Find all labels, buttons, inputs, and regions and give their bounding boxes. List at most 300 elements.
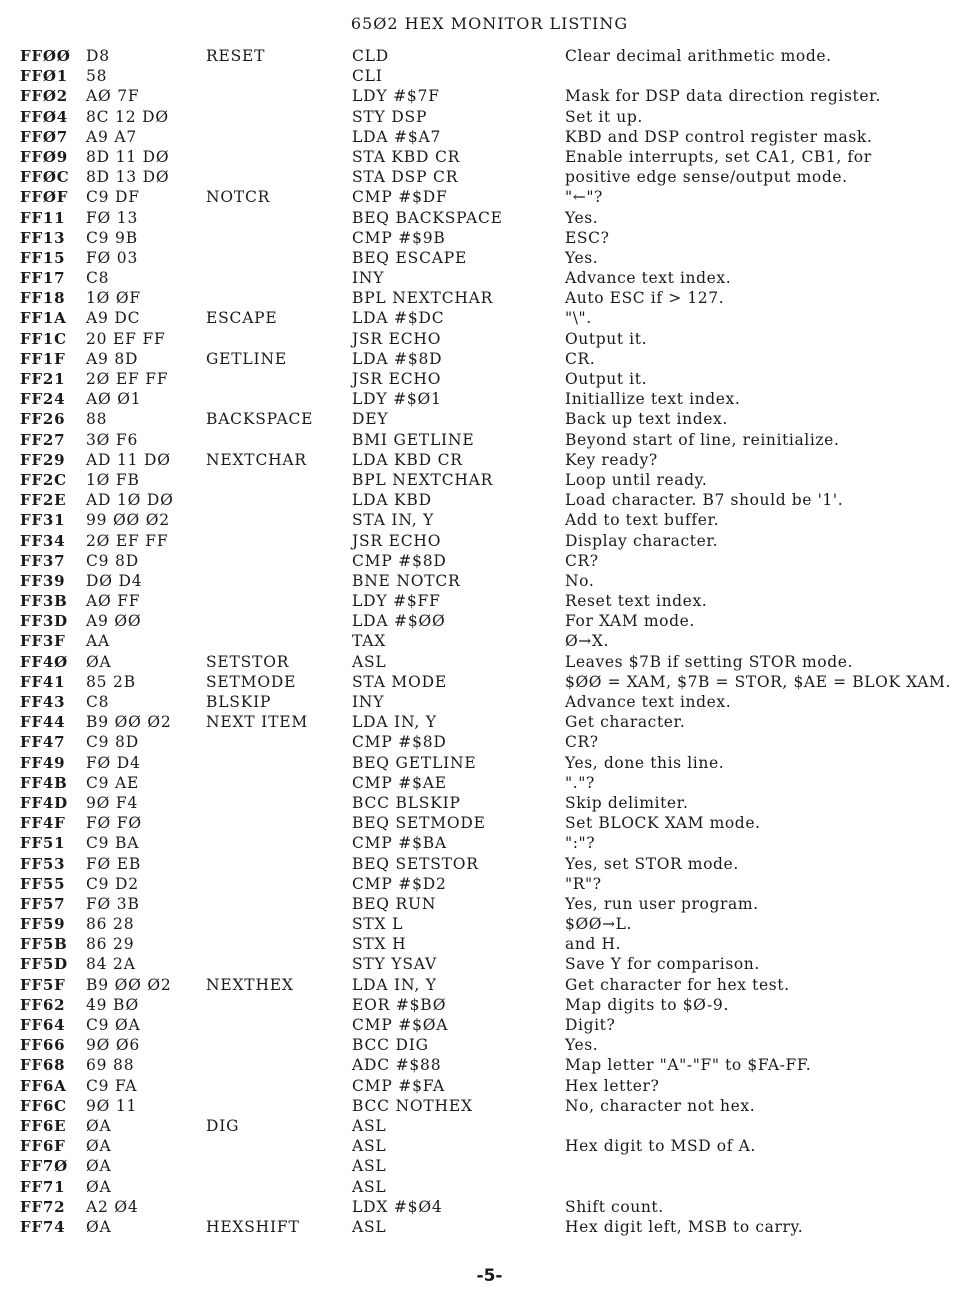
instruction-cell: ASL [352, 652, 387, 671]
address-cell: FF64 [20, 1016, 66, 1034]
address-cell: FF59 [20, 915, 66, 934]
listing-row [20, 1035, 970, 1055]
object-code-cell: 86 29 [86, 935, 135, 954]
comment-cell: Clear decimal arithmetic mode. [565, 47, 832, 65]
address-cell: FFØØ [20, 47, 71, 65]
instruction-cell: BCC NOTHEX [352, 1096, 473, 1115]
instruction-cell: LDA #$DC [352, 309, 445, 328]
address-cell: FFØC [20, 168, 70, 187]
listing-row [20, 248, 970, 268]
comment-cell: Reset text index. [565, 592, 708, 611]
object-code-cell: AA [86, 632, 110, 651]
object-code-cell: 9Ø Ø6 [86, 1036, 141, 1055]
listing-row [20, 1136, 970, 1156]
instruction-cell: BEQ BACKSPACE [352, 208, 503, 227]
comment-cell: Loop until ready. [565, 470, 708, 489]
instruction-cell: CMP #$DF [352, 188, 448, 207]
object-code-cell: A2 Ø4 [86, 1197, 139, 1216]
comment-cell: Hex letter? [565, 1076, 660, 1095]
comment-cell: Skip delimiter. [565, 793, 689, 812]
listing-row [20, 490, 970, 510]
address-cell: FF17 [20, 269, 66, 288]
address-cell: FF62 [20, 995, 66, 1014]
instruction-cell: ASL [352, 1217, 387, 1236]
label-cell: SETMODE [206, 672, 297, 691]
listing-row [20, 813, 970, 833]
comment-cell: Yes, done this line. [565, 753, 725, 772]
address-cell: FF53 [20, 854, 66, 873]
object-code-cell: AD 11 DØ [86, 450, 171, 469]
instruction-cell: LDA KBD CR [352, 450, 463, 469]
address-cell: FF43 [20, 693, 66, 711]
comment-cell: "R"? [565, 874, 602, 893]
instruction-cell: ASL [352, 1116, 387, 1135]
instruction-cell: STA IN, Y [352, 511, 435, 530]
comment-cell: Load character. B7 should be '1'. [565, 491, 844, 510]
address-cell: FF24 [20, 390, 66, 409]
object-code-cell: C9 FA [86, 1076, 138, 1095]
address-cell: FF37 [20, 551, 66, 570]
listing-row [20, 1197, 970, 1217]
instruction-cell: BEQ SETSTOR [352, 854, 479, 873]
label-cell: BACKSPACE [206, 410, 314, 429]
label-cell: NOTCR [206, 188, 271, 207]
object-code-cell: ØA [86, 1116, 112, 1135]
object-code-cell: 3Ø F6 [86, 430, 139, 449]
address-cell: FF1C [20, 329, 67, 348]
instruction-cell: TAX [352, 632, 387, 651]
listing-row [20, 1217, 970, 1237]
listing-row [20, 127, 970, 147]
listing-row [20, 86, 970, 106]
listing-row [20, 611, 970, 631]
comment-cell: and H. [565, 935, 622, 954]
address-cell: FF72 [20, 1197, 66, 1216]
listing-row [20, 1015, 970, 1035]
address-cell: FF3F [20, 632, 66, 651]
listing-row [20, 631, 970, 651]
instruction-cell: STA MODE [352, 672, 447, 691]
label-cell: SETSTOR [206, 652, 290, 671]
comment-cell: Hex digit to MSD of A. [565, 1137, 756, 1156]
object-code-cell: 86 28 [86, 915, 135, 934]
instruction-cell: LDA KBD [352, 491, 432, 510]
address-cell: FF26 [20, 410, 66, 429]
object-code-cell: 9Ø F4 [86, 793, 139, 812]
object-code-cell: ØA [86, 1217, 112, 1236]
address-cell: FF7Ø [20, 1157, 69, 1176]
listing-row [20, 914, 970, 934]
listing-row [20, 470, 970, 490]
instruction-cell: LDA IN, Y [352, 975, 437, 994]
address-cell: FF31 [20, 511, 66, 530]
listing-row [20, 1116, 970, 1136]
object-code-cell: C8 [86, 269, 110, 288]
listing-row [20, 975, 970, 995]
instruction-cell: ASL [352, 1137, 387, 1156]
comment-cell: Set it up. [565, 107, 643, 126]
listing-row [20, 753, 970, 773]
instruction-cell: CMP #$AE [352, 773, 447, 792]
address-cell: FF74 [20, 1217, 66, 1236]
instruction-cell: CMP #$9B [352, 228, 446, 247]
instruction-cell: INY [352, 693, 385, 711]
instruction-cell: LDA IN, Y [352, 713, 437, 732]
address-cell: FF21 [20, 370, 66, 388]
comment-cell: Advance text index. [565, 269, 732, 288]
address-cell: FFØF [20, 188, 69, 207]
instruction-cell: BPL NEXTCHAR [352, 470, 494, 489]
instruction-cell: ASL [352, 1157, 387, 1176]
address-cell: FF6E [20, 1116, 67, 1135]
comment-cell: Digit? [565, 1016, 616, 1034]
address-cell: FF5D [20, 955, 68, 974]
object-code-cell: ØA [86, 652, 112, 671]
object-code-cell: C9 DF [86, 188, 140, 207]
listing-row [20, 591, 970, 611]
object-code-cell: 8D 13 DØ [86, 168, 170, 187]
comment-cell: $ØØ = XAM, $7B = STOR, $AE = BLOK XAM. [565, 672, 952, 691]
object-code-cell: 8D 11 DØ [86, 147, 170, 166]
comment-cell: Initiallize text index. [565, 390, 741, 409]
instruction-cell: INY [352, 269, 385, 288]
comment-cell: ESC? [565, 228, 610, 247]
listing-row [20, 531, 970, 551]
address-cell: FF66 [20, 1036, 66, 1055]
address-cell: FF5B [20, 935, 68, 954]
page-number: -5- [476, 1266, 503, 1286]
comment-cell: Output it. [565, 370, 648, 388]
object-code-cell: D8 [86, 47, 110, 65]
comment-cell: Yes. [565, 1036, 599, 1055]
listing-row [20, 995, 970, 1015]
instruction-cell: ADC #$88 [352, 1056, 442, 1075]
listing-row [20, 46, 970, 66]
comment-cell: No, character not hex. [565, 1096, 756, 1115]
listing-row [20, 1096, 970, 1116]
object-code-cell: FØ 03 [86, 248, 139, 267]
object-code-cell: 20 EF FF [86, 329, 166, 348]
listing-row [20, 66, 970, 86]
instruction-cell: DEY [352, 410, 389, 429]
listing-row [20, 1055, 970, 1075]
listing-row [20, 652, 970, 672]
instruction-cell: LDA #$A7 [352, 127, 442, 146]
object-code-cell: FØ 13 [86, 208, 139, 227]
listing-row [20, 308, 970, 328]
object-code-cell: B9 ØØ Ø2 [86, 713, 172, 732]
comment-cell: CR? [565, 551, 599, 570]
object-code-cell: 2Ø EF FF [86, 531, 169, 550]
object-code-cell: ØA [86, 1177, 112, 1196]
address-cell: FF47 [20, 733, 66, 752]
address-cell: FF1F [20, 349, 66, 368]
object-code-cell: 9Ø 11 [86, 1096, 138, 1115]
instruction-cell: CMP #$ØA [352, 1016, 449, 1034]
address-cell: FF6A [20, 1076, 67, 1095]
comment-cell: Hex digit left, MSB to carry. [565, 1217, 804, 1236]
label-cell: NEXTHEX [206, 975, 294, 994]
listing-row [20, 450, 970, 470]
address-cell: FF18 [20, 289, 66, 308]
address-cell: FF55 [20, 874, 66, 893]
comment-cell: Yes, set STOR mode. [565, 854, 739, 873]
address-cell: FF44 [20, 713, 66, 732]
address-cell: FF34 [20, 531, 66, 550]
comment-cell: Beyond start of line, reinitialize. [565, 430, 840, 449]
comment-cell: Back up text index. [565, 410, 728, 429]
comment-cell: "←"? [565, 188, 603, 207]
label-cell: RESET [206, 47, 266, 65]
object-code-cell: 85 2B [86, 672, 136, 691]
address-cell: FF4D [20, 793, 68, 812]
listing-row [20, 874, 970, 894]
instruction-cell: CMP #$8D [352, 733, 447, 752]
comment-cell: Advance text index. [565, 693, 732, 711]
listing-row [20, 369, 970, 389]
comment-cell: Save Y for comparison. [565, 955, 760, 974]
instruction-cell: JSR ECHO [352, 329, 442, 348]
comment-cell: Get character. [565, 713, 686, 732]
object-code-cell: 88 [86, 410, 108, 429]
address-cell: FF4B [20, 773, 68, 792]
instruction-cell: BEQ SETMODE [352, 814, 486, 833]
instruction-cell: BEQ ESCAPE [352, 248, 468, 267]
object-code-cell: 84 2A [86, 955, 136, 974]
address-cell: FF2E [20, 491, 67, 510]
listing-row [20, 1076, 970, 1096]
comment-cell: Yes, run user program. [565, 894, 759, 913]
address-cell: FFØ9 [20, 147, 69, 166]
instruction-cell: ASL [352, 1177, 387, 1196]
label-cell: DIG [206, 1116, 240, 1135]
instruction-cell: STA DSP CR [352, 168, 459, 187]
listing-row [20, 228, 970, 248]
listing-row [20, 1156, 970, 1176]
instruction-cell: CMP #$BA [352, 834, 447, 853]
page-title: 65Ø2 HEX MONITOR LISTING [350, 14, 629, 33]
instruction-cell: BCC BLSKIP [352, 793, 461, 812]
comment-cell: Output it. [565, 329, 648, 348]
object-code-cell: AØ Ø1 [86, 390, 142, 409]
object-code-cell: C9 D2 [86, 874, 139, 893]
label-cell: GETLINE [206, 349, 287, 368]
object-code-cell: A9 8D [86, 349, 139, 368]
label-cell: BLSKIP [206, 693, 272, 711]
instruction-cell: JSR ECHO [352, 370, 442, 388]
instruction-cell: STA KBD CR [352, 147, 461, 166]
comment-cell: For XAM mode. [565, 612, 695, 631]
address-cell: FF6F [20, 1137, 66, 1156]
listing-row [20, 510, 970, 530]
comment-cell: Map letter "A"-"F" to $FA-FF. [565, 1056, 812, 1075]
address-cell: FF71 [20, 1177, 66, 1196]
instruction-cell: STY YSAV [352, 955, 437, 974]
instruction-cell: STX L [352, 915, 404, 934]
object-code-cell: 2Ø EF FF [86, 370, 169, 388]
listing-row [20, 147, 970, 167]
instruction-cell: STY DSP [352, 107, 428, 126]
address-cell: FFØ4 [20, 107, 69, 126]
address-cell: FF51 [20, 834, 66, 853]
comment-cell: $ØØ→L. [565, 915, 633, 934]
address-cell: FFØ7 [20, 127, 69, 146]
object-code-cell: A9 ØØ [86, 612, 142, 631]
instruction-cell: LDA #$8D [352, 349, 443, 368]
object-code-cell: C9 8D [86, 733, 139, 752]
comment-cell: Yes. [565, 208, 599, 227]
comment-cell: Leaves $7B if setting STOR mode. [565, 652, 854, 671]
object-code-cell: DØ D4 [86, 571, 143, 590]
instruction-cell: CMP #$8D [352, 551, 447, 570]
instruction-cell: BEQ RUN [352, 894, 437, 913]
object-code-cell: B9 ØØ Ø2 [86, 975, 172, 994]
object-code-cell: AD 1Ø DØ [86, 491, 174, 510]
instruction-cell: BNE NOTCR [352, 571, 461, 590]
listing-row [20, 854, 970, 874]
listing-row [20, 409, 970, 429]
address-cell: FF1A [20, 309, 67, 328]
comment-cell: Enable interrupts, set CA1, CB1, for [565, 147, 872, 166]
listing-row [20, 187, 970, 207]
listing-row [20, 288, 970, 308]
comment-cell: "."? [565, 773, 595, 792]
instruction-cell: CLD [352, 47, 389, 65]
comment-cell: Display character. [565, 531, 719, 550]
address-cell: FF29 [20, 450, 66, 469]
instruction-cell: CMP #$FA [352, 1076, 445, 1095]
listing-row [20, 349, 970, 369]
listing-row [20, 692, 970, 712]
address-cell: FF2C [20, 470, 67, 489]
object-code-cell: C9 8D [86, 551, 139, 570]
address-cell: FF3B [20, 592, 68, 611]
listing-row [20, 712, 970, 732]
listing-row [20, 329, 970, 349]
address-cell: FF3D [20, 612, 68, 631]
object-code-cell: ØA [86, 1157, 112, 1176]
address-cell: FFØ2 [20, 87, 69, 106]
listing-row [20, 1177, 970, 1197]
listing-row [20, 571, 970, 591]
object-code-cell: 49 BØ [86, 995, 140, 1014]
listing-row [20, 208, 970, 228]
object-code-cell: ØA [86, 1137, 112, 1156]
comment-cell: Auto ESC if > 127. [565, 289, 725, 308]
listing-row [20, 551, 970, 571]
object-code-cell: FØ D4 [86, 753, 141, 772]
label-cell: HEXSHIFT [206, 1217, 300, 1236]
object-code-cell: 69 88 [86, 1056, 135, 1075]
instruction-cell: LDY #$7F [352, 87, 440, 106]
listing-row [20, 833, 970, 853]
instruction-cell: LDA #$ØØ [352, 612, 446, 631]
listing-row [20, 894, 970, 914]
listing-row [20, 732, 970, 752]
address-cell: FF27 [20, 430, 66, 449]
listing-row [20, 107, 970, 127]
instruction-cell: STX H [352, 935, 407, 954]
instruction-cell: LDY #$Ø1 [352, 390, 442, 409]
comment-cell: KBD and DSP control register mask. [565, 127, 873, 146]
object-code-cell: AØ FF [86, 592, 141, 611]
comment-cell: Key ready? [565, 450, 658, 469]
listing-row [20, 773, 970, 793]
object-code-cell: C9 BA [86, 834, 140, 853]
listing-row [20, 167, 970, 187]
object-code-cell: C9 ØA [86, 1016, 141, 1034]
instruction-cell: EOR #$BØ [352, 995, 447, 1014]
instruction-cell: JSR ECHO [352, 531, 442, 550]
instruction-cell: BMI GETLINE [352, 430, 475, 449]
address-cell: FF13 [20, 228, 66, 247]
listing-table [20, 46, 970, 1237]
listing-row [20, 430, 970, 450]
comment-cell: Set BLOCK XAM mode. [565, 814, 761, 833]
instruction-cell: BCC DIG [352, 1036, 429, 1055]
instruction-cell: CLI [352, 67, 383, 86]
comment-cell: Shift count. [565, 1197, 664, 1216]
comment-cell: Map digits to $Ø-9. [565, 995, 729, 1014]
comment-cell: Mask for DSP data direction register. [565, 87, 881, 106]
comment-cell: positive edge sense/output mode. [565, 168, 848, 187]
listing-row [20, 934, 970, 954]
comment-cell: CR. [565, 349, 596, 368]
address-cell: FF15 [20, 248, 66, 267]
instruction-cell: CMP #$D2 [352, 874, 447, 893]
address-cell: FF41 [20, 672, 66, 691]
label-cell: NEXTCHAR [206, 450, 307, 469]
comment-cell: Get character for hex test. [565, 975, 790, 994]
comment-cell: ":"? [565, 834, 596, 853]
object-code-cell: FØ FØ [86, 814, 142, 833]
object-code-cell: FØ EB [86, 854, 142, 873]
object-code-cell: C9 AE [86, 773, 140, 792]
address-cell: FF4F [20, 814, 66, 833]
address-cell: FF57 [20, 894, 66, 913]
object-code-cell: 58 [86, 67, 108, 86]
address-cell: FF4Ø [20, 652, 69, 671]
instruction-cell: LDY #$FF [352, 592, 441, 611]
object-code-cell: 99 ØØ Ø2 [86, 511, 170, 530]
address-cell: FF39 [20, 571, 66, 590]
listing-row [20, 793, 970, 813]
object-code-cell: A9 DC [86, 309, 141, 328]
object-code-cell: AØ 7F [86, 87, 140, 106]
object-code-cell: C8 [86, 693, 110, 711]
object-code-cell: 8C 12 DØ [86, 107, 169, 126]
object-code-cell: C9 9B [86, 228, 138, 247]
listing-row [20, 672, 970, 692]
object-code-cell: A9 A7 [86, 127, 138, 146]
comment-cell: CR? [565, 733, 599, 752]
comment-cell: Add to text buffer. [565, 511, 720, 530]
listing-row [20, 268, 970, 288]
address-cell: FF68 [20, 1056, 66, 1075]
comment-cell: "\". [565, 309, 592, 328]
comment-cell: No. [565, 571, 595, 590]
address-cell: FF49 [20, 753, 66, 772]
object-code-cell: FØ 3B [86, 894, 140, 913]
object-code-cell: 1Ø FB [86, 470, 140, 489]
listing-row [20, 954, 970, 974]
instruction-cell: BPL NEXTCHAR [352, 289, 494, 308]
label-cell: NEXT ITEM [206, 713, 309, 732]
comment-cell: Yes. [565, 248, 599, 267]
address-cell: FF6C [20, 1096, 67, 1115]
address-cell: FFØ1 [20, 67, 69, 86]
instruction-cell: BEQ GETLINE [352, 753, 477, 772]
